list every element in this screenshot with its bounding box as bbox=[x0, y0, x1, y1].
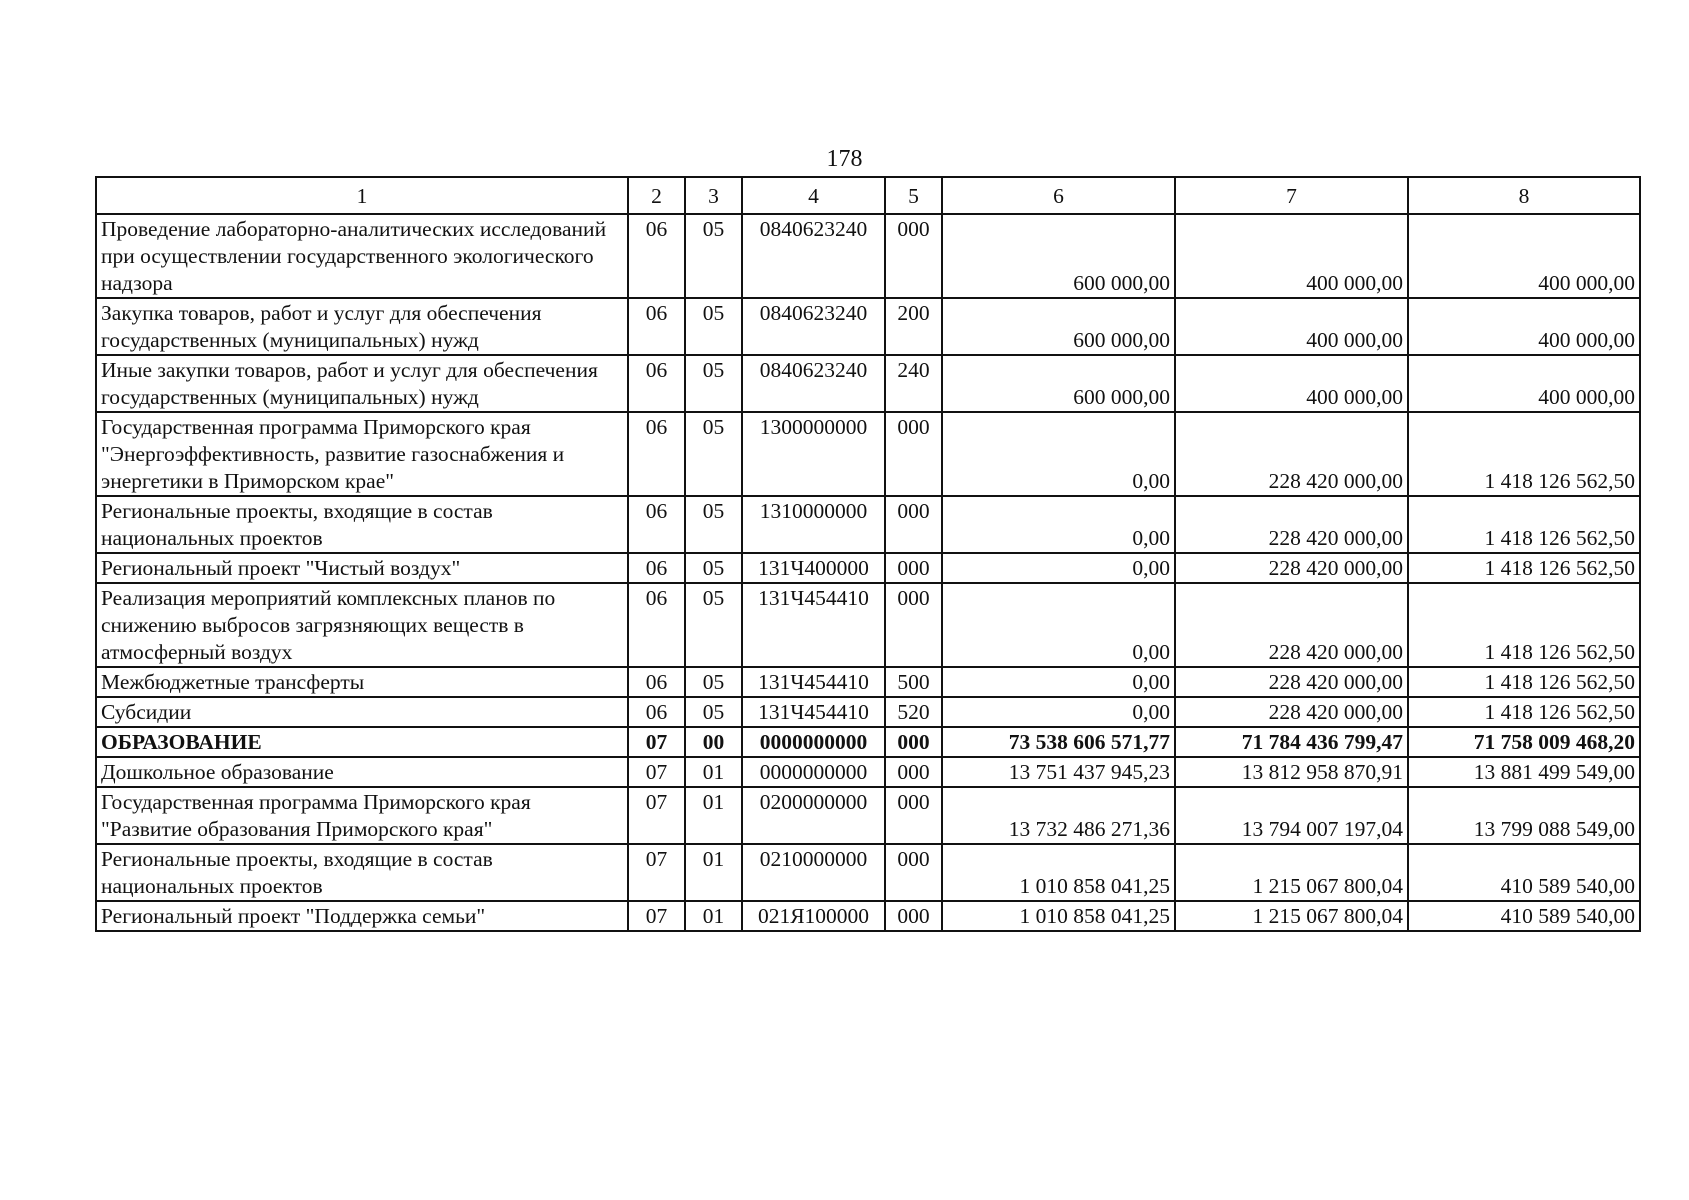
column-header-8: 8 bbox=[1408, 177, 1640, 214]
row-name-cell: Закупка товаров, работ и услуг для обеспечения государственных (муниципальных) нужд bbox=[96, 298, 628, 355]
row-section-code: 06 bbox=[628, 697, 685, 727]
row-amount-col7: 400 000,00 bbox=[1175, 298, 1408, 355]
row-subsection-code: 05 bbox=[685, 553, 742, 583]
row-section-code: 06 bbox=[628, 496, 685, 553]
row-amount-col8: 1 418 126 562,50 bbox=[1408, 412, 1640, 496]
row-subsection-code: 05 bbox=[685, 214, 742, 298]
row-subsection-code: 00 bbox=[685, 727, 742, 757]
row-amount-col6: 13 732 486 271,36 bbox=[942, 787, 1175, 844]
row-name-cell: ОБРАЗОВАНИЕ bbox=[96, 727, 628, 757]
row-amount-col8: 410 589 540,00 bbox=[1408, 844, 1640, 901]
table-row bbox=[96, 214, 1640, 298]
row-expense-type-code: 000 bbox=[885, 553, 942, 583]
row-amount-col7: 228 420 000,00 bbox=[1175, 553, 1408, 583]
row-subsection-code: 05 bbox=[685, 697, 742, 727]
row-amount-col7: 400 000,00 bbox=[1175, 214, 1408, 298]
row-amount-col8: 400 000,00 bbox=[1408, 298, 1640, 355]
row-amount-col6: 1 010 858 041,25 bbox=[942, 901, 1175, 931]
row-expense-type-code: 240 bbox=[885, 355, 942, 412]
row-target-article-code: 0840623240 bbox=[742, 298, 885, 355]
row-amount-col6: 0,00 bbox=[942, 496, 1175, 553]
row-expense-type-code: 000 bbox=[885, 844, 942, 901]
row-target-article-code: 1300000000 bbox=[742, 412, 885, 496]
row-expense-type-code: 000 bbox=[885, 214, 942, 298]
row-amount-col8: 71 758 009 468,20 bbox=[1408, 727, 1640, 757]
table-row bbox=[96, 727, 1640, 757]
row-expense-type-code: 000 bbox=[885, 727, 942, 757]
row-amount-col8: 400 000,00 bbox=[1408, 214, 1640, 298]
table-row bbox=[96, 496, 1640, 553]
page-number: 178 bbox=[826, 146, 863, 172]
column-header-1: 1 bbox=[96, 177, 628, 214]
table-row bbox=[96, 583, 1640, 667]
row-target-article-code: 0000000000 bbox=[742, 757, 885, 787]
row-subsection-code: 01 bbox=[685, 787, 742, 844]
row-amount-col8: 1 418 126 562,50 bbox=[1408, 553, 1640, 583]
table-row bbox=[96, 355, 1640, 412]
table-row bbox=[96, 757, 1640, 787]
row-amount-col6: 600 000,00 bbox=[942, 298, 1175, 355]
row-target-article-code: 131Ч454410 bbox=[742, 697, 885, 727]
row-subsection-code: 01 bbox=[685, 757, 742, 787]
table-row bbox=[96, 787, 1640, 844]
row-name-cell: Иные закупки товаров, работ и услуг для обеспечения государственных (муниципальных) нужд bbox=[96, 355, 628, 412]
row-expense-type-code: 500 bbox=[885, 667, 942, 697]
budget-table bbox=[95, 176, 1641, 932]
row-section-code: 07 bbox=[628, 727, 685, 757]
row-target-article-code: 131Ч454410 bbox=[742, 583, 885, 667]
row-section-code: 07 bbox=[628, 901, 685, 931]
row-section-code: 07 bbox=[628, 757, 685, 787]
table-row bbox=[96, 697, 1640, 727]
row-expense-type-code: 000 bbox=[885, 412, 942, 496]
row-subsection-code: 05 bbox=[685, 412, 742, 496]
row-target-article-code: 1310000000 bbox=[742, 496, 885, 553]
table-row bbox=[96, 298, 1640, 355]
row-name-cell: Дошкольное образование bbox=[96, 757, 628, 787]
row-target-article-code: 0200000000 bbox=[742, 787, 885, 844]
row-target-article-code: 131Ч400000 bbox=[742, 553, 885, 583]
row-target-article-code: 0210000000 bbox=[742, 844, 885, 901]
table-body bbox=[96, 177, 1640, 931]
row-amount-col7: 228 420 000,00 bbox=[1175, 583, 1408, 667]
row-name-cell: Региональные проекты, входящие в состав национальных проектов bbox=[96, 496, 628, 553]
row-section-code: 06 bbox=[628, 298, 685, 355]
row-amount-col6: 0,00 bbox=[942, 697, 1175, 727]
row-amount-col8: 1 418 126 562,50 bbox=[1408, 667, 1640, 697]
row-amount-col7: 71 784 436 799,47 bbox=[1175, 727, 1408, 757]
row-name-cell: Проведение лабораторно-аналитических исследований при осуществлении государственного экологического надзора bbox=[96, 214, 628, 298]
row-amount-col6: 0,00 bbox=[942, 667, 1175, 697]
column-header-5: 5 bbox=[885, 177, 942, 214]
column-header-6: 6 bbox=[942, 177, 1175, 214]
row-expense-type-code: 000 bbox=[885, 757, 942, 787]
row-amount-col7: 400 000,00 bbox=[1175, 355, 1408, 412]
row-amount-col6: 0,00 bbox=[942, 412, 1175, 496]
row-amount-col6: 13 751 437 945,23 bbox=[942, 757, 1175, 787]
row-expense-type-code: 000 bbox=[885, 583, 942, 667]
row-amount-col6: 0,00 bbox=[942, 583, 1175, 667]
row-subsection-code: 05 bbox=[685, 583, 742, 667]
row-name-cell: Государственная программа Приморского края "Развитие образования Приморского края" bbox=[96, 787, 628, 844]
row-amount-col6: 1 010 858 041,25 bbox=[942, 844, 1175, 901]
row-name-cell: Межбюджетные трансферты bbox=[96, 667, 628, 697]
row-section-code: 07 bbox=[628, 787, 685, 844]
row-target-article-code: 0840623240 bbox=[742, 214, 885, 298]
row-expense-type-code: 520 bbox=[885, 697, 942, 727]
column-header-7: 7 bbox=[1175, 177, 1408, 214]
row-amount-col6: 600 000,00 bbox=[942, 214, 1175, 298]
row-amount-col7: 1 215 067 800,04 bbox=[1175, 844, 1408, 901]
row-amount-col8: 1 418 126 562,50 bbox=[1408, 496, 1640, 553]
table-row bbox=[96, 412, 1640, 496]
row-name-cell: Региональный проект "Чистый воздух" bbox=[96, 553, 628, 583]
row-subsection-code: 01 bbox=[685, 901, 742, 931]
row-name-cell: Региональные проекты, входящие в состав национальных проектов bbox=[96, 844, 628, 901]
row-subsection-code: 05 bbox=[685, 496, 742, 553]
row-name-cell: Реализация мероприятий комплексных планов по снижению выбросов загрязняющих веществ в атмосферный воздух bbox=[96, 583, 628, 667]
row-target-article-code: 131Ч454410 bbox=[742, 667, 885, 697]
row-subsection-code: 05 bbox=[685, 667, 742, 697]
row-section-code: 06 bbox=[628, 553, 685, 583]
row-amount-col7: 228 420 000,00 bbox=[1175, 496, 1408, 553]
row-section-code: 06 bbox=[628, 214, 685, 298]
row-name-cell: Региональный проект "Поддержка семьи" bbox=[96, 901, 628, 931]
row-amount-col7: 228 420 000,00 bbox=[1175, 667, 1408, 697]
row-name-cell: Государственная программа Приморского края "Энергоэффективность, развитие газоснабжения и энергетики в Приморском крае" bbox=[96, 412, 628, 496]
row-section-code: 07 bbox=[628, 844, 685, 901]
row-expense-type-code: 000 bbox=[885, 496, 942, 553]
row-target-article-code: 0000000000 bbox=[742, 727, 885, 757]
row-subsection-code: 05 bbox=[685, 355, 742, 412]
row-expense-type-code: 200 bbox=[885, 298, 942, 355]
row-subsection-code: 05 bbox=[685, 298, 742, 355]
row-expense-type-code: 000 bbox=[885, 901, 942, 931]
column-header-2: 2 bbox=[628, 177, 685, 214]
row-amount-col6: 0,00 bbox=[942, 553, 1175, 583]
table-row bbox=[96, 667, 1640, 697]
row-expense-type-code: 000 bbox=[885, 787, 942, 844]
row-target-article-code: 021Я100000 bbox=[742, 901, 885, 931]
row-amount-col6: 600 000,00 bbox=[942, 355, 1175, 412]
row-section-code: 06 bbox=[628, 583, 685, 667]
table-row bbox=[96, 844, 1640, 901]
row-name-cell: Субсидии bbox=[96, 697, 628, 727]
row-amount-col8: 1 418 126 562,50 bbox=[1408, 697, 1640, 727]
row-amount-col8: 410 589 540,00 bbox=[1408, 901, 1640, 931]
table-row bbox=[96, 553, 1640, 583]
row-amount-col7: 13 812 958 870,91 bbox=[1175, 757, 1408, 787]
row-amount-col6: 73 538 606 571,77 bbox=[942, 727, 1175, 757]
row-amount-col7: 228 420 000,00 bbox=[1175, 697, 1408, 727]
table-row bbox=[96, 901, 1640, 931]
row-amount-col7: 13 794 007 197,04 bbox=[1175, 787, 1408, 844]
row-amount-col7: 228 420 000,00 bbox=[1175, 412, 1408, 496]
row-amount-col8: 400 000,00 bbox=[1408, 355, 1640, 412]
row-section-code: 06 bbox=[628, 355, 685, 412]
row-amount-col7: 1 215 067 800,04 bbox=[1175, 901, 1408, 931]
row-amount-col8: 13 799 088 549,00 bbox=[1408, 787, 1640, 844]
row-amount-col8: 13 881 499 549,00 bbox=[1408, 757, 1640, 787]
row-target-article-code: 0840623240 bbox=[742, 355, 885, 412]
column-header-3: 3 bbox=[685, 177, 742, 214]
row-section-code: 06 bbox=[628, 412, 685, 496]
column-header-4: 4 bbox=[742, 177, 885, 214]
column-number-row bbox=[96, 177, 1640, 214]
row-subsection-code: 01 bbox=[685, 844, 742, 901]
row-section-code: 06 bbox=[628, 667, 685, 697]
row-amount-col8: 1 418 126 562,50 bbox=[1408, 583, 1640, 667]
